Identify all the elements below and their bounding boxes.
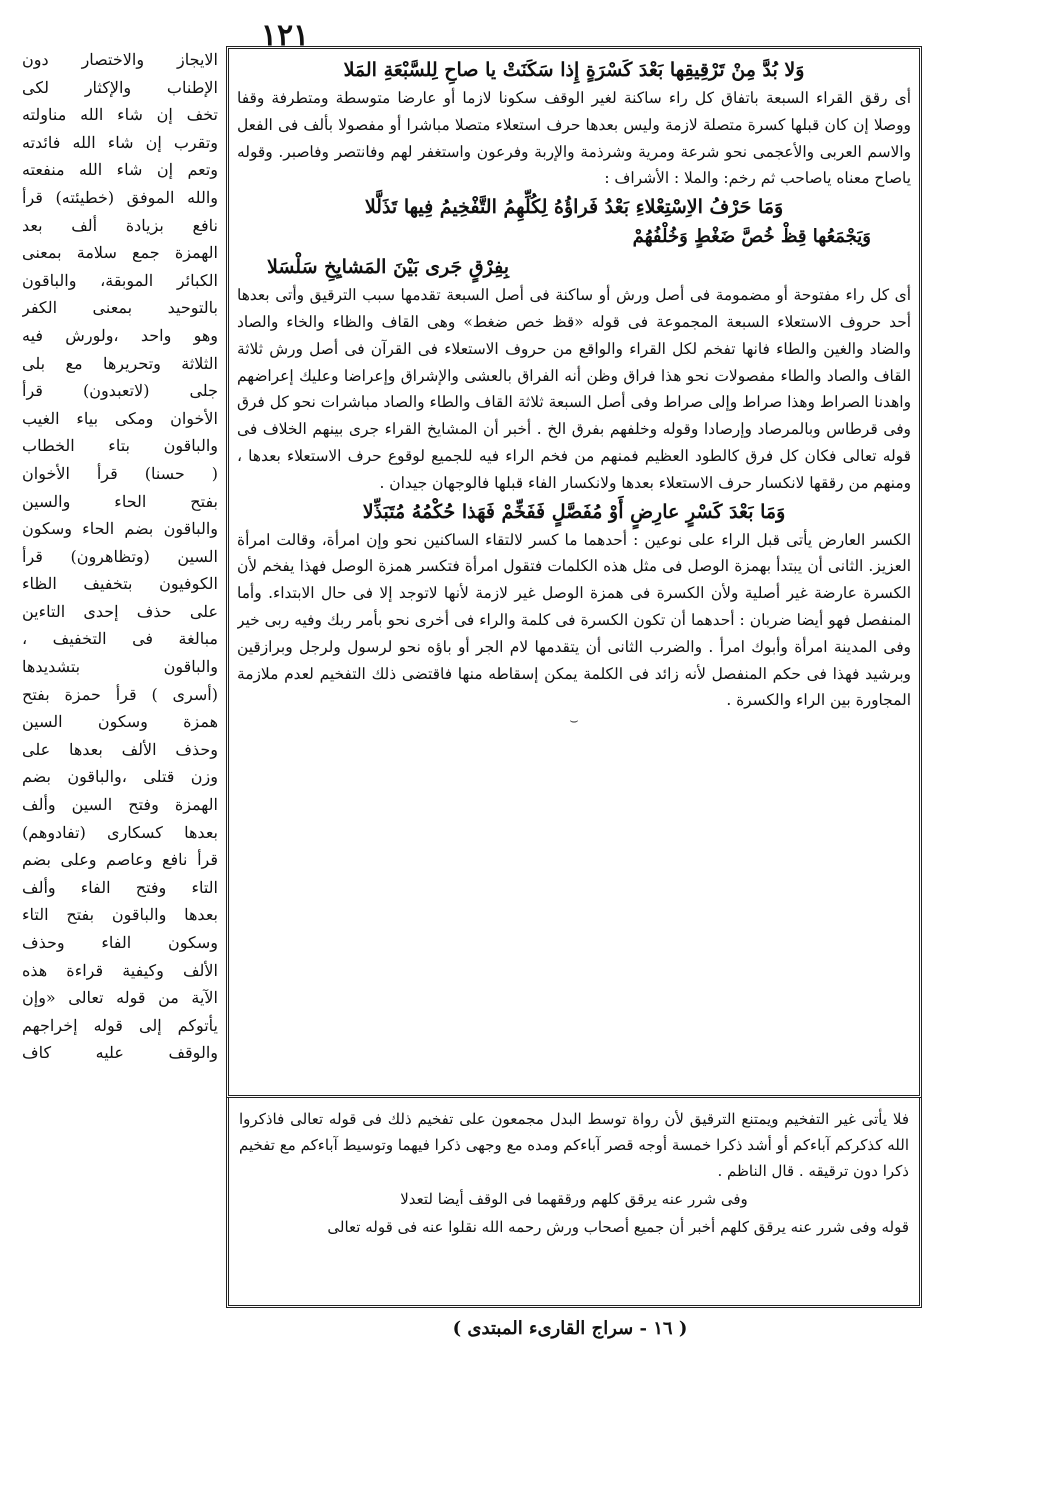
poem-verse-2b: وَيَجْمَعُها قِظْ خُصَّ ضَغْطٍ وَخُلْفُهُمْ <box>632 226 871 248</box>
margin-line: الثلاثة وتحريرها مع بلى <box>22 353 218 373</box>
margin-line: بفتح الحاء والسين <box>22 491 218 511</box>
footnote-frame <box>226 1098 922 1308</box>
margin-line: (أسرى ) قرأ حمزة بفتح <box>22 684 218 704</box>
margin-line: الآية من قوله تعالى «وإن <box>22 988 218 1008</box>
margin-line: والباقون بتاء الخطاب <box>22 436 218 456</box>
margin-line: الأخوان ومكى بياء الغيب <box>22 408 218 428</box>
footnote-paragraph-1: فلا يأتى غير التفخيم ويمتنع الترقيق لأن رواة توسط البدل مجمعون على تفخيم ذلك فى قوله تعالى فاذكروا الله كذكركم آباءكم أو أشد ذكرا خمسة أوجه قصر آباءكم ومده مع وجهى ذكرا فيهما وتوسيط آباءكم مع تفخيم ذكرا دون ترقيقه . قال الناظم . <box>239 1110 909 1180</box>
margin-line: وهو واحد ،ولورش فيه <box>22 325 218 345</box>
margin-line: والباقون بضم الحاء وسكون <box>22 519 218 539</box>
margin-line: تخف إن شاء الله مناولته <box>22 105 218 125</box>
main-text <box>237 55 911 1089</box>
footnote-paragraph-2: قوله وفى شرر عنه يرقق كلهم أخبر أن جميع أصحاب ورش رحمه الله نقلوا عنه فى قوله تعالى <box>327 1218 909 1236</box>
poem-verse-1: وَلا بُدَّ مِنْ تَرْقِيقِها بَعْدَ كَسْرَةٍ إِذا سَكَنَتْ يا صاحِ لِلسَّبْعَةِ المَلا <box>343 59 805 81</box>
commentary-paragraph-2: أى كل راء مفتوحة أو مضمومة فى أصل ورش أو ساكنة فى أصل السبعة تقدمها سبب الترقيق وأتى بعدها أحد حروف الاستعلاء السبعة المجموعة فى قوله «قظ خص ضغط» وهى القاف والظاء والخاء والصاد والضاد والغين والطاء فانها تفخم لكل القراء والواقع من حروف الاستعلاء فى القرآن فى أصل ورش ثلاثة القاف والصاد والطاء مفصولات نحو هذا فراق وظن أنه الفراق بالعشى والإشراق وإعراضا وعليك إعراضهم واهدنا الصراط وهذا صراط وإلى صراط وفى أصل السبعة ثلاثة القاف والطاء والصاد مباشرات نحو كل فرق وفى قرطاس وبالمرصاد وإرصادا وقوله وخلفهم بفرق الخ . أخبر أن المشايخ القراء جرى بينهم الخلاف فى قوله تعالى فكان كل فرق كالطود العظيم فمنهم من فخم الراء فيه للجميع لوقوع حرف الاستعلاء بعدها ، ومنهم من رققها لانكسار حرف الاستعلاء بعدها ولانكسار الفاء قبلها فالوجهان جيدان . <box>237 286 911 492</box>
margin-line: يأتوكم إلى قوله إخراجهم <box>22 1015 218 1035</box>
margin-line: ( حسنا) قرأ الأخوان <box>22 463 218 483</box>
margin-line: الكبائر الموبقة، والباقون <box>22 270 218 290</box>
margin-line: الايجاز والاختصار دون <box>22 50 218 69</box>
commentary-paragraph-1: أى رقق القراء السبعة باتفاق كل راء ساكنة لغير الوقف سكونا لازما أو عارضا متوسطة ومتطرفة وقفا ووصلا إن كان قبلها كسرة متصلة لازمة وليس بعدها حرف استعلاء متصلا مباشرا أو مفصولا بألف فى الفعل والاسم العربى والأعجمى نحو شرعة ومرية وشرذمة والإربة وفرعون واستغفر لهم وفانتصر وفاصبر. وقوله ياصاح معناه ياصاحب ثم رخم: والملا : الأشراف : <box>237 89 911 188</box>
margin-line: نافع بزيادة ألف بعد <box>22 215 218 235</box>
margin-line: بعدها والباقون بفتح التاء <box>22 905 218 925</box>
margin-line: وتعم إن شاء الله منفعته <box>22 160 218 180</box>
margin-line: همزة وسكون السين <box>22 712 218 732</box>
margin-line: جلى (لاتعبدون) قرأ <box>22 381 218 401</box>
margin-line: والباقون بتشديدها <box>22 657 218 677</box>
margin-line: والله الموفق (خطيئته) قرأ <box>22 187 218 207</box>
margin-line: قرأ نافع وعاصم وعلى بضم <box>22 850 218 870</box>
margin-line: وسكون الفاء وحذف <box>22 933 218 952</box>
margin-line: وتقرب إن شاء الله فائدته <box>22 132 218 152</box>
poem-verse-2c: بِفِرْقٍ جَرى بَيْنَ المَشايِخِ سَلْسَلا <box>267 256 510 279</box>
poem-verse-2a: وَمَا حَرْفُ الاِسْتِعْلاءِ بَعْدُ فَراؤُهُ لِكُلِّهِمُ التَّفْخِيمُ فِيها تَذَلَّلا <box>364 196 784 219</box>
margin-line: الإطناب والإكثار لكى <box>22 77 218 97</box>
margin-line: وزن قتلى ،والباقون بضم <box>22 767 218 787</box>
margin-line: بالتوحيد بمعنى الكفر <box>22 298 218 318</box>
margin-line: الهمزة وفتح السين وألف <box>22 795 218 815</box>
commentary-paragraph-3: الكسر العارض يأتى قبل الراء على نوعين : أحدهما ما كسر لالتقاء الساكنين نحو وإن امرأة، وقالت امرأة العزيز. الثانى أن يبتدأ بهمزة الوصل فى مثل هذه الكلمات فتقول امرأة فتكسر همزة الوصل فهذا يفخم لأن الكسرة عارضة غير أصلية ولأن الكسرة فى همزة الوصل غير لازمة لأنها لاتوجد إلا فى حال الابتداء. وأما المنفصل فهو أيضا ضربان : أحدهما أن تكون الكسرة فى كلمة والراء فى أخرى نحو بأمر ربك وفيه ربى خير وفى المدينة امرأة وأبوك امرأ . والضرب الثانى أن يتقدمها لام الجر أو باؤه نحو لرسول ولرجل وبرازقين وبرشيد فهذا فى حكم المنفصل لأنه زائد فى الكلمة يمكن إسقاطه منها فاقتضى ذلك التفخيم لعدم ملازمة المجاورة بين الراء والكسرة . <box>237 530 911 710</box>
footnote-text <box>239 1106 909 1299</box>
margin-line: بعدها كسكارى (تفادوهم) <box>22 822 218 842</box>
page-number: ١٢١ <box>260 18 310 53</box>
margin-line: الألف وكيفية قراءة هذه <box>22 960 218 980</box>
main-text-frame <box>226 46 922 1098</box>
footnote-verse: وفى شرر عنه يرقق كلهم ورققهما فى الوقف أيضا لتعدلا <box>400 1190 748 1208</box>
ornament-divider: ⌣ <box>569 713 579 730</box>
margin-line: الهمزة جمع سلامة بمعنى <box>22 243 218 263</box>
margin-line: السين (وتظاهرون) قرأ <box>22 546 218 566</box>
margin-line: وحذف الألف بعدها على <box>22 739 218 759</box>
poem-verse-3: وَمَا بَعْدَ كَسْرٍ عارِضٍ أَوْ مُفَصَّلٍ فَفَخِّمْ فَهَذا حُكْمُهُ مُتَبَذِّلا <box>362 500 786 523</box>
margin-line: والوقف عليه كاف <box>22 1043 218 1063</box>
margin-line: على حذف إحدى التاءين <box>22 601 218 621</box>
margin-commentary <box>22 46 218 1308</box>
margin-line: التاء وفتح الفاء وألف <box>22 877 218 897</box>
margin-line: الكوفيون بتخفيف الظاء <box>22 574 218 594</box>
margin-line: مبالغة فى التخفيف ، <box>22 629 218 649</box>
page-footer: ( ١٦ - سراج القارىء المبتدى ) <box>452 1318 688 1339</box>
